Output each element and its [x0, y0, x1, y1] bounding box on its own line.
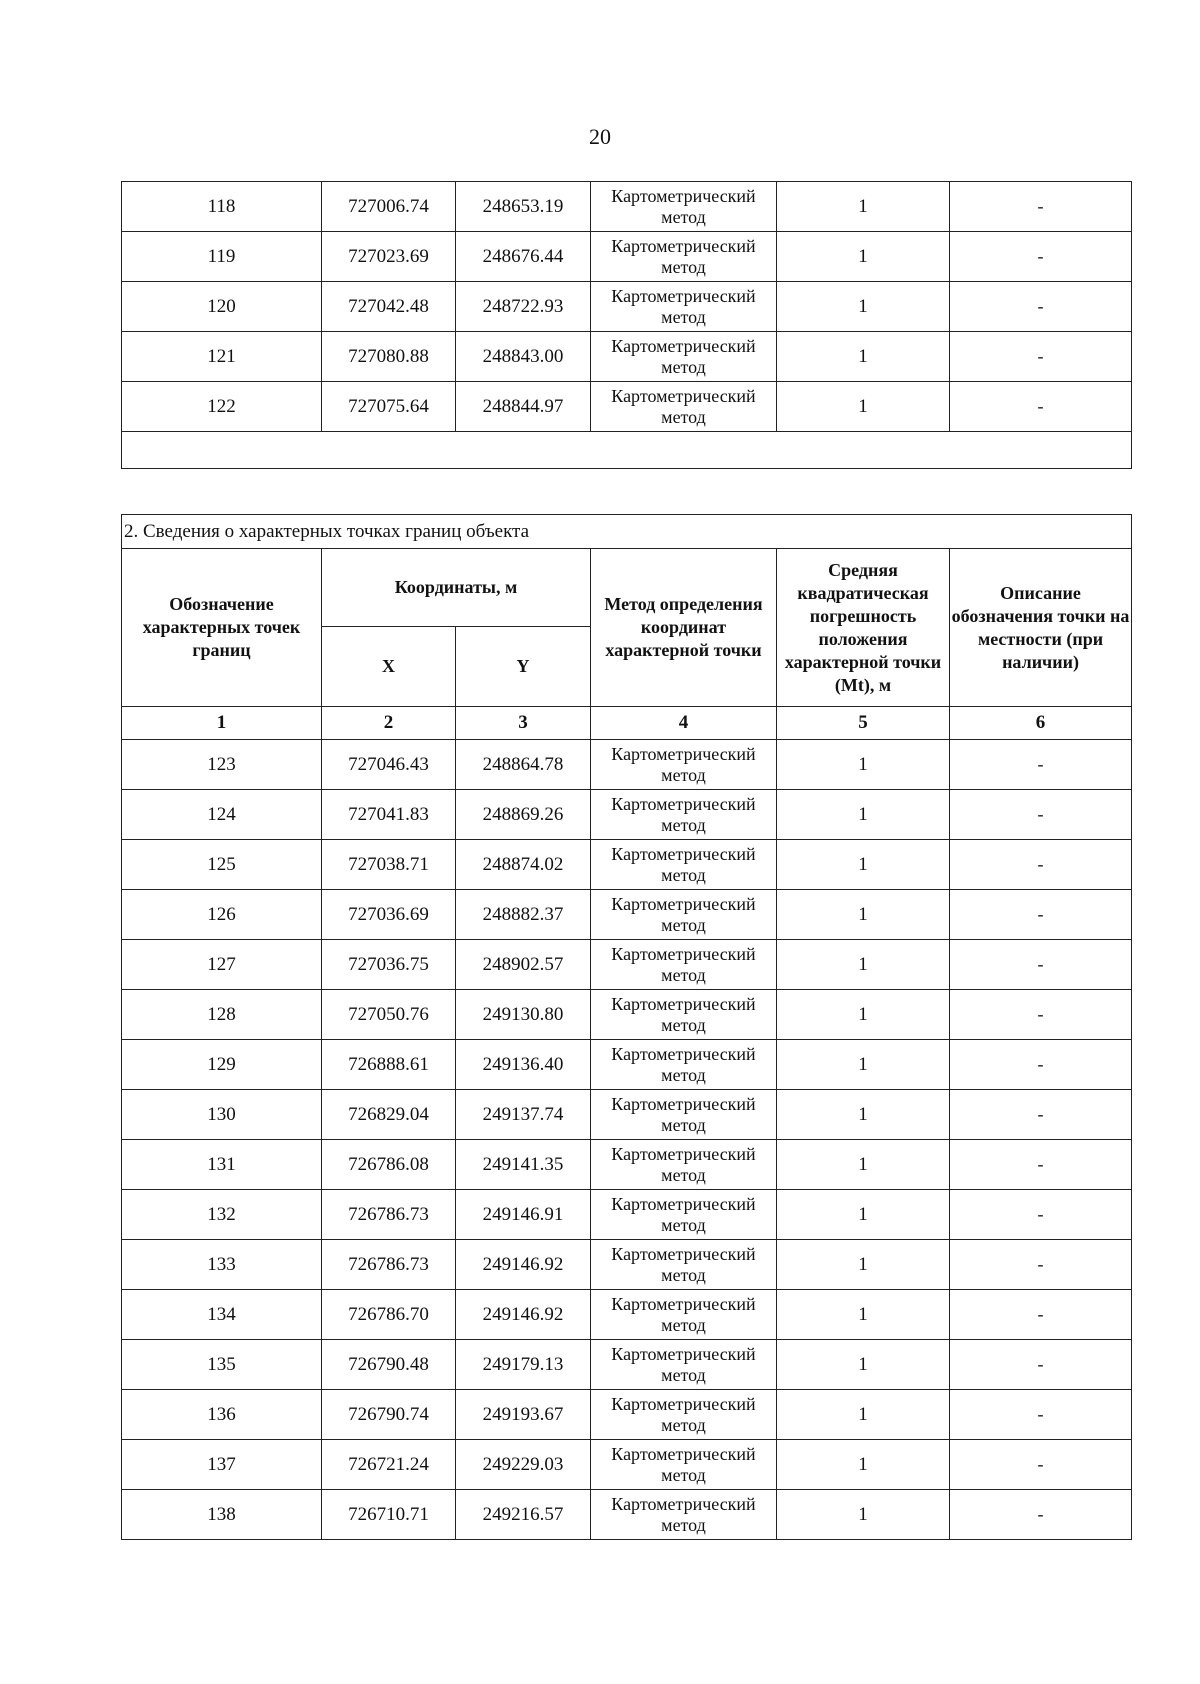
point-cell: 127 — [122, 940, 322, 990]
table-row — [122, 1290, 1132, 1340]
header-desc: Описание обозначения точки на местности (при наличии) — [950, 549, 1132, 707]
method-cell: Картометрический метод — [591, 1490, 777, 1540]
description-cell: - — [950, 940, 1132, 990]
mt-cell: 1 — [777, 182, 950, 232]
method-cell: Картометрический метод — [591, 1090, 777, 1140]
mt-cell: 1 — [777, 790, 950, 840]
section-title-row — [122, 515, 1132, 549]
point-cell: 134 — [122, 1290, 322, 1340]
x-coord-cell: 726710.71 — [322, 1490, 456, 1540]
description-cell: - — [950, 1090, 1132, 1140]
y-coord-cell: 249136.40 — [456, 1040, 591, 1090]
mt-cell: 1 — [777, 1290, 950, 1340]
table-row — [122, 1390, 1132, 1440]
x-coord-cell: 726790.74 — [322, 1390, 456, 1440]
mt-cell: 1 — [777, 1390, 950, 1440]
description-cell: - — [950, 1190, 1132, 1240]
y-coord-cell: 248882.37 — [456, 890, 591, 940]
x-coord-cell: 726786.73 — [322, 1190, 456, 1240]
table-row — [122, 1440, 1132, 1490]
table-row — [122, 1090, 1132, 1140]
x-coord-cell: 727038.71 — [322, 840, 456, 890]
y-coord-cell: 249130.80 — [456, 990, 591, 1040]
empty-cell — [122, 432, 1132, 469]
mt-cell: 1 — [777, 332, 950, 382]
point-cell: 129 — [122, 1040, 322, 1090]
x-coord-cell: 727046.43 — [322, 740, 456, 790]
mt-cell: 1 — [777, 1340, 950, 1390]
column-number: 1 — [122, 707, 322, 740]
column-numbers-row — [122, 707, 1132, 740]
mt-cell: 1 — [777, 1440, 950, 1490]
point-cell: 120 — [122, 282, 322, 332]
x-coord-cell: 727006.74 — [322, 182, 456, 232]
y-coord-cell: 249137.74 — [456, 1090, 591, 1140]
point-cell: 126 — [122, 890, 322, 940]
method-cell: Картометрический метод — [591, 1190, 777, 1240]
table-row — [122, 1490, 1132, 1540]
description-cell: - — [950, 790, 1132, 840]
y-coord-cell: 249146.91 — [456, 1190, 591, 1240]
method-cell: Картометрический метод — [591, 232, 777, 282]
table1-body — [122, 182, 1132, 432]
point-cell: 133 — [122, 1240, 322, 1290]
table-row — [122, 332, 1132, 382]
mt-cell: 1 — [777, 940, 950, 990]
header-method: Метод определения координат характерной точки — [591, 549, 777, 707]
table2-body — [122, 740, 1132, 1540]
x-coord-cell: 726829.04 — [322, 1090, 456, 1140]
table-row — [122, 890, 1132, 940]
y-coord-cell: 248843.00 — [456, 332, 591, 382]
mt-cell: 1 — [777, 1090, 950, 1140]
header-mt: Средняя квадратическая погрешность положения характерной точки (Mt), м — [777, 549, 950, 707]
x-coord-cell: 726888.61 — [322, 1040, 456, 1090]
point-cell: 123 — [122, 740, 322, 790]
section-title: 2. Сведения о характерных точках границ объекта — [122, 515, 1132, 549]
y-coord-cell: 248902.57 — [456, 940, 591, 990]
x-coord-cell: 727042.48 — [322, 282, 456, 332]
description-cell: - — [950, 740, 1132, 790]
description-cell: - — [950, 332, 1132, 382]
method-cell: Картометрический метод — [591, 940, 777, 990]
description-cell: - — [950, 232, 1132, 282]
description-cell: - — [950, 182, 1132, 232]
x-coord-cell: 727041.83 — [322, 790, 456, 840]
mt-cell: 1 — [777, 1040, 950, 1090]
y-coord-cell: 248653.19 — [456, 182, 591, 232]
boundary-points-table — [121, 514, 1132, 1540]
column-number: 2 — [322, 707, 456, 740]
description-cell: - — [950, 1440, 1132, 1490]
method-cell: Картометрический метод — [591, 1140, 777, 1190]
y-coord-cell: 248722.93 — [456, 282, 591, 332]
point-cell: 122 — [122, 382, 322, 432]
table-row — [122, 940, 1132, 990]
header-point: Обозначение характерных точек границ — [122, 549, 322, 707]
point-cell: 137 — [122, 1440, 322, 1490]
description-cell: - — [950, 1040, 1132, 1090]
method-cell: Картометрический метод — [591, 890, 777, 940]
mt-cell: 1 — [777, 1490, 950, 1540]
point-cell: 119 — [122, 232, 322, 282]
point-cell: 124 — [122, 790, 322, 840]
x-coord-cell: 727036.69 — [322, 890, 456, 940]
description-cell: - — [950, 840, 1132, 890]
y-coord-cell: 249193.67 — [456, 1390, 591, 1440]
table-row — [122, 990, 1132, 1040]
mt-cell: 1 — [777, 1140, 950, 1190]
point-cell: 125 — [122, 840, 322, 890]
y-coord-cell: 248844.97 — [456, 382, 591, 432]
x-coord-cell: 727075.64 — [322, 382, 456, 432]
method-cell: Картометрический метод — [591, 1040, 777, 1090]
header-coords: Координаты, м — [322, 549, 591, 627]
point-cell: 131 — [122, 1140, 322, 1190]
x-coord-cell: 727036.75 — [322, 940, 456, 990]
x-coord-cell: 726790.48 — [322, 1340, 456, 1390]
method-cell: Картометрический метод — [591, 1240, 777, 1290]
table-row — [122, 790, 1132, 840]
mt-cell: 1 — [777, 382, 950, 432]
method-cell: Картометрический метод — [591, 840, 777, 890]
method-cell: Картометрический метод — [591, 282, 777, 332]
description-cell: - — [950, 1390, 1132, 1440]
y-coord-cell: 249229.03 — [456, 1440, 591, 1490]
method-cell: Картометрический метод — [591, 1290, 777, 1340]
table-row — [122, 740, 1132, 790]
x-coord-cell: 726721.24 — [322, 1440, 456, 1490]
description-cell: - — [950, 890, 1132, 940]
point-cell: 130 — [122, 1090, 322, 1140]
column-number: 4 — [591, 707, 777, 740]
point-cell: 121 — [122, 332, 322, 382]
x-coord-cell: 726786.70 — [322, 1290, 456, 1340]
y-coord-cell: 249141.35 — [456, 1140, 591, 1190]
table-row — [122, 840, 1132, 890]
point-cell: 128 — [122, 990, 322, 1040]
table-row — [122, 1190, 1132, 1240]
table-row — [122, 382, 1132, 432]
method-cell: Картометрический метод — [591, 182, 777, 232]
mt-cell: 1 — [777, 740, 950, 790]
table-row — [122, 232, 1132, 282]
mt-cell: 1 — [777, 282, 950, 332]
y-coord-cell: 248874.02 — [456, 840, 591, 890]
description-cell: - — [950, 1490, 1132, 1540]
y-coord-cell: 249179.13 — [456, 1340, 591, 1390]
column-number: 6 — [950, 707, 1132, 740]
table1-empty-row — [122, 432, 1132, 469]
header-row-1 — [122, 549, 1132, 627]
table-row — [122, 182, 1132, 232]
mt-cell: 1 — [777, 232, 950, 282]
x-coord-cell: 727050.76 — [322, 990, 456, 1040]
table-row — [122, 1240, 1132, 1290]
y-coord-cell: 249216.57 — [456, 1490, 591, 1540]
mt-cell: 1 — [777, 990, 950, 1040]
table-row — [122, 282, 1132, 332]
method-cell: Картометрический метод — [591, 990, 777, 1040]
method-cell: Картометрический метод — [591, 382, 777, 432]
boundary-points-table-continued — [121, 181, 1132, 469]
x-coord-cell: 726786.08 — [322, 1140, 456, 1190]
x-coord-cell: 727080.88 — [322, 332, 456, 382]
description-cell: - — [950, 1140, 1132, 1190]
description-cell: - — [950, 282, 1132, 332]
table-row — [122, 1140, 1132, 1190]
x-coord-cell: 727023.69 — [322, 232, 456, 282]
point-cell: 132 — [122, 1190, 322, 1240]
method-cell: Картометрический метод — [591, 790, 777, 840]
y-coord-cell: 248864.78 — [456, 740, 591, 790]
description-cell: - — [950, 990, 1132, 1040]
table-row — [122, 1340, 1132, 1390]
description-cell: - — [950, 382, 1132, 432]
description-cell: - — [950, 1240, 1132, 1290]
column-number: 3 — [456, 707, 591, 740]
method-cell: Картометрический метод — [591, 1390, 777, 1440]
y-coord-cell: 248869.26 — [456, 790, 591, 840]
x-coord-cell: 726786.73 — [322, 1240, 456, 1290]
page-number: 20 — [589, 124, 611, 149]
point-cell: 136 — [122, 1390, 322, 1440]
method-cell: Картометрический метод — [591, 1340, 777, 1390]
description-cell: - — [950, 1290, 1132, 1340]
point-cell: 135 — [122, 1340, 322, 1390]
header-y: Y — [456, 627, 591, 707]
mt-cell: 1 — [777, 890, 950, 940]
y-coord-cell: 249146.92 — [456, 1240, 591, 1290]
point-cell: 138 — [122, 1490, 322, 1540]
mt-cell: 1 — [777, 840, 950, 890]
header-x: X — [322, 627, 456, 707]
method-cell: Картометрический метод — [591, 740, 777, 790]
method-cell: Картометрический метод — [591, 332, 777, 382]
mt-cell: 1 — [777, 1190, 950, 1240]
table-row — [122, 1040, 1132, 1090]
description-cell: - — [950, 1340, 1132, 1390]
point-cell: 118 — [122, 182, 322, 232]
y-coord-cell: 249146.92 — [456, 1290, 591, 1340]
column-number: 5 — [777, 707, 950, 740]
method-cell: Картометрический метод — [591, 1440, 777, 1490]
mt-cell: 1 — [777, 1240, 950, 1290]
y-coord-cell: 248676.44 — [456, 232, 591, 282]
